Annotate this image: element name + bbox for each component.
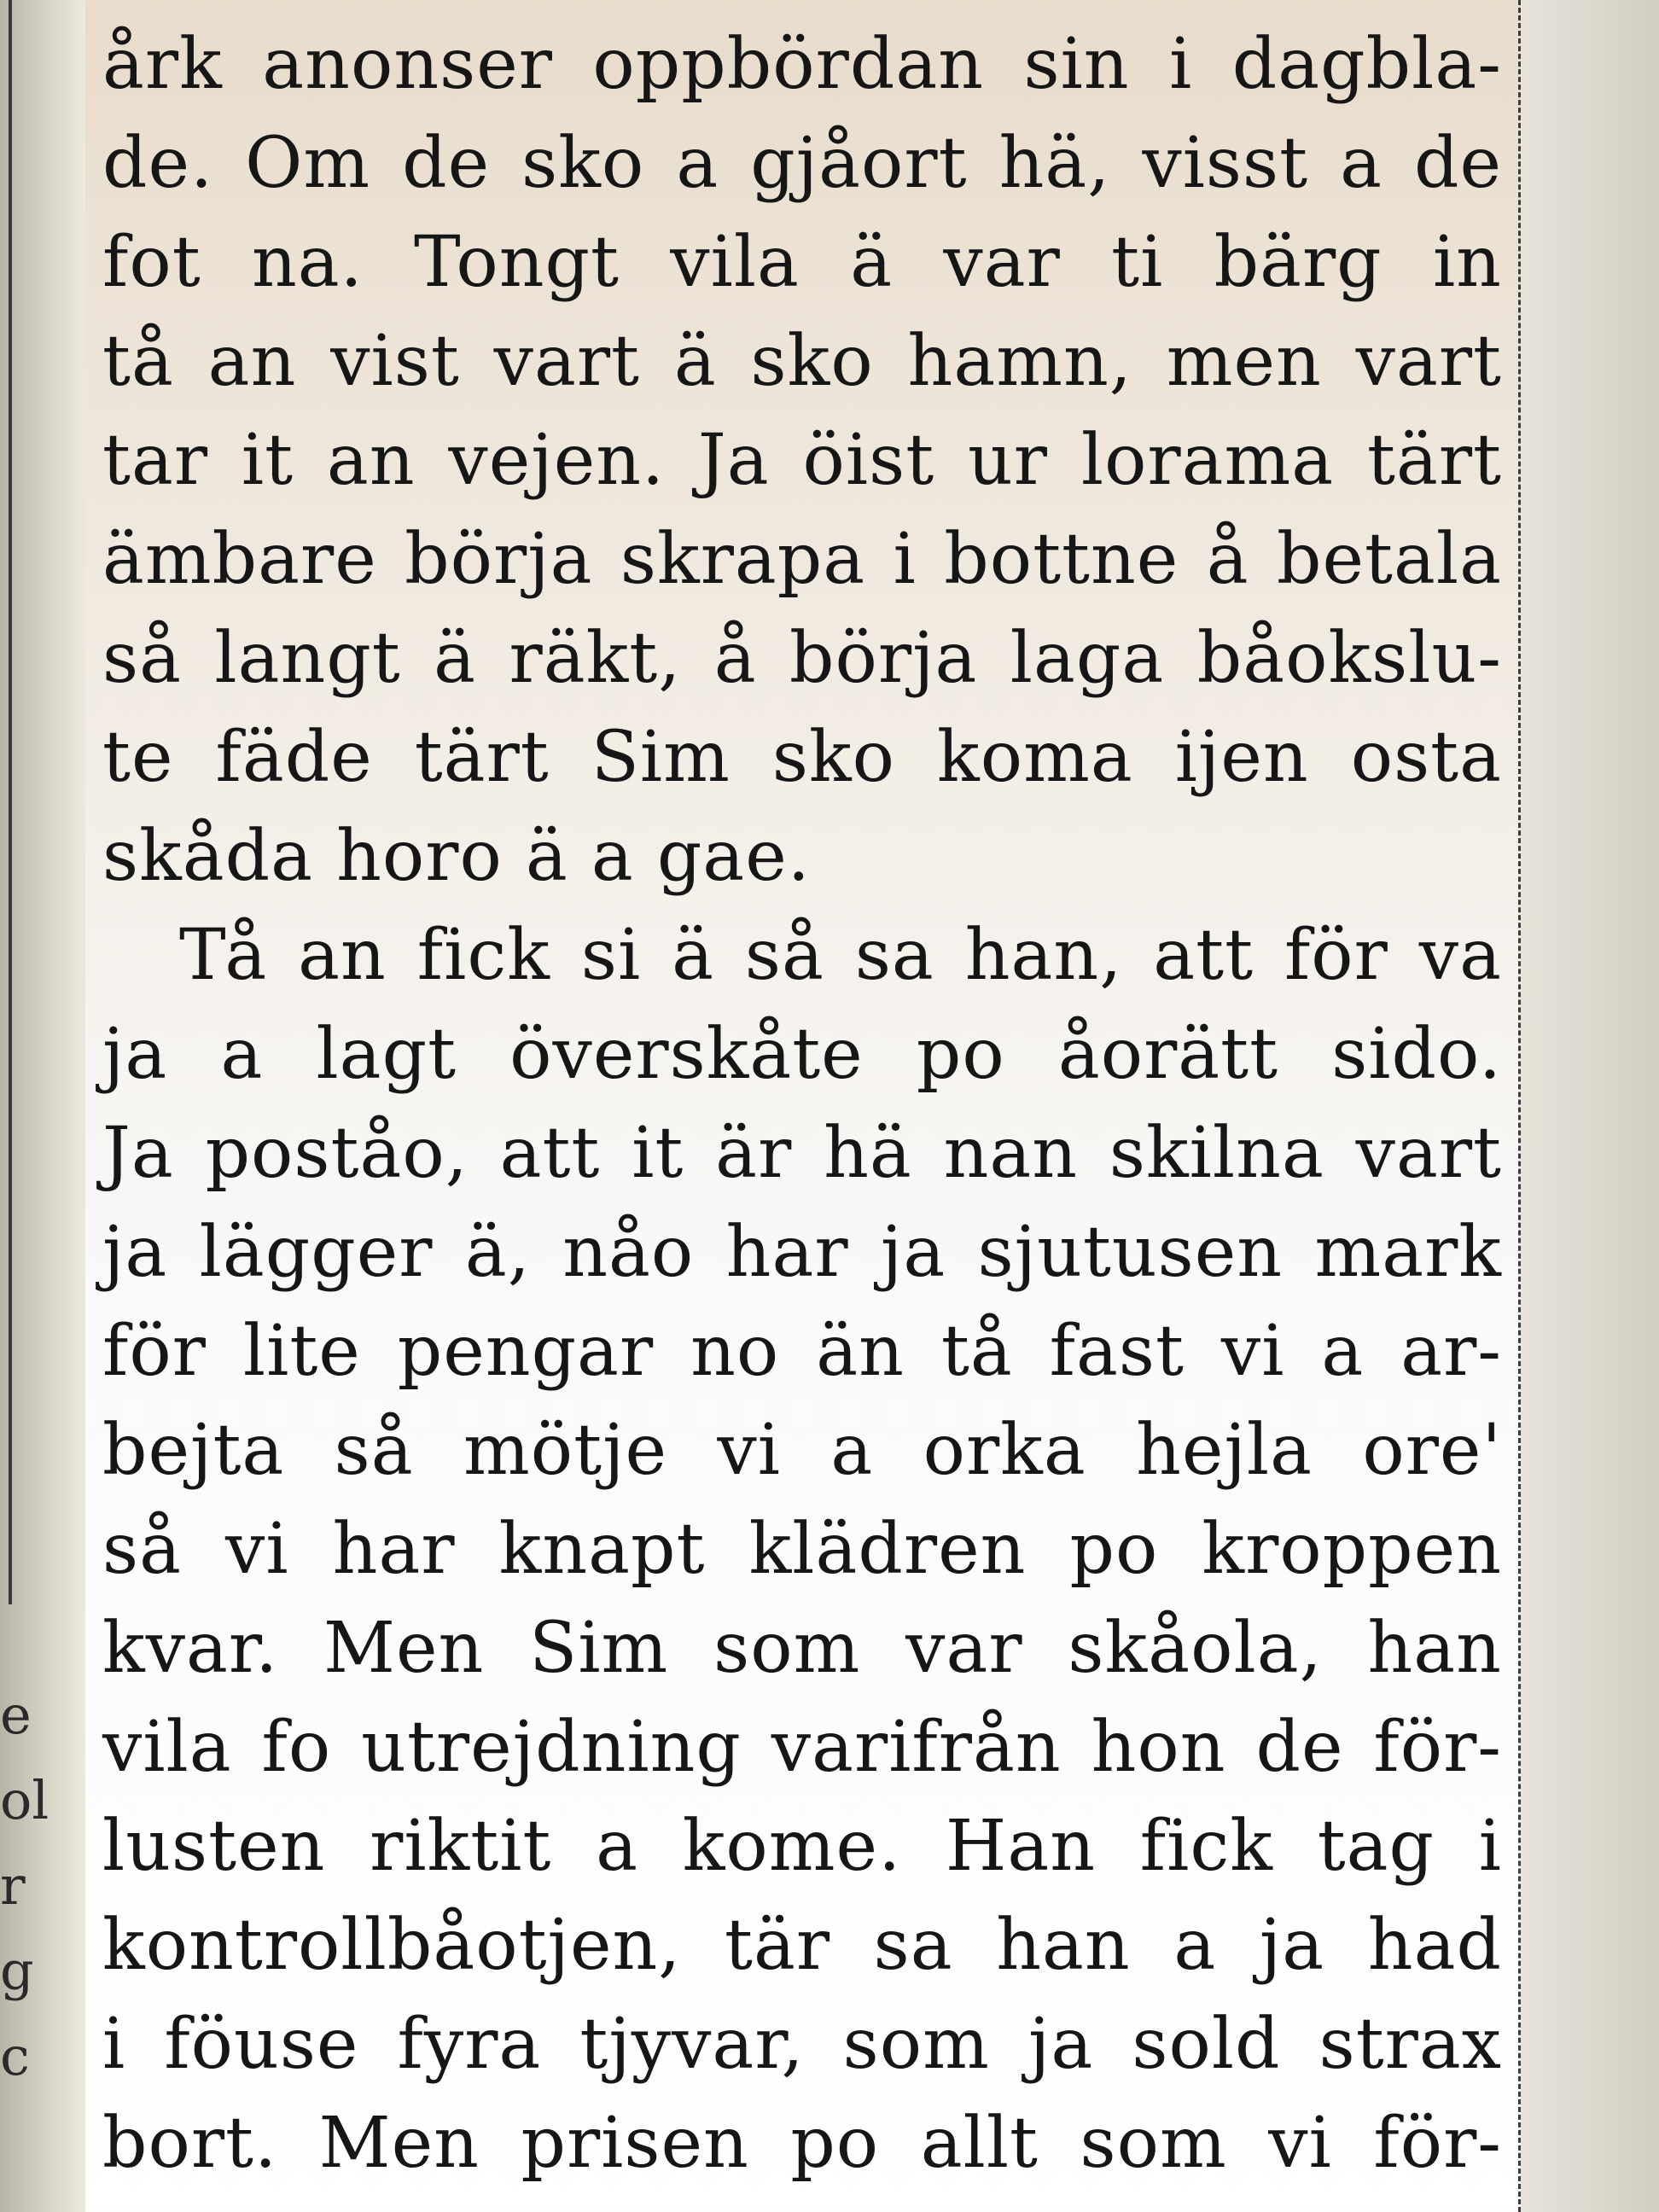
text-line: för lite pengar no än tå fast vi a ar-	[102, 1311, 1502, 1392]
text-line: så langt ä räkt, å börja laga båokslu-	[102, 618, 1502, 699]
text-line: ja a lagt överskåte po åorätt sido.	[102, 1014, 1502, 1095]
paragraph-start-line: Tå an fick si ä så sa han, att för va	[179, 915, 1502, 996]
text-line: så vi har knapt klädren po kroppen	[102, 1509, 1502, 1590]
margin-fragment: e	[0, 1684, 32, 1746]
text-line: te fäde tärt Sim sko koma ijen osta	[102, 717, 1502, 798]
text-line: kontrollbåotjen, tär sa han a ja had	[102, 1905, 1502, 1986]
text-line: tå an vist vart ä sko hamn, men vart	[102, 321, 1502, 402]
right-margin	[1521, 0, 1659, 2212]
text-line: de. Om de sko a gjåort hä, visst a de	[102, 123, 1502, 204]
text-line: Ja poståo, att it är hä nan skilna vart	[102, 1113, 1502, 1194]
text-line: kvar. Men Sim som var skåola, han	[102, 1608, 1502, 1689]
left-margin	[0, 0, 85, 2212]
text-line: vila fo utrejdning varifrån hon de för-	[102, 1707, 1502, 1788]
text-line: ja lägger ä, nåo har ja sjutusen mark	[102, 1212, 1502, 1293]
margin-fragment: r	[0, 1854, 26, 1917]
article-column	[102, 15, 1502, 2193]
text-line: bejta så mötje vi a orka hejla ore'	[102, 1410, 1502, 1491]
margin-fragment: ol	[0, 1769, 49, 1831]
paragraph-end-line: skåda horo ä a gae.	[102, 816, 811, 897]
text-line: tar it an vejen. Ja öist ur lorama tärt	[102, 420, 1502, 501]
column-rule	[9, 0, 12, 1604]
margin-fragment: g	[0, 1940, 34, 2002]
newspaper-clipping	[85, 0, 1521, 2212]
margin-fragment: c	[0, 2025, 30, 2087]
text-line: bort. Men prisen po allt som vi för-	[102, 2103, 1502, 2184]
text-line: lusten riktit a kome. Han fick tag i	[102, 1806, 1502, 1887]
left-column-fragments	[0, 1673, 51, 2099]
text-line: i föuse fyra tjyvar, som ja sold strax	[102, 2004, 1502, 2085]
text-line: ämbare börja skrapa i bottne å betala	[102, 519, 1502, 600]
text-line: fot na. Tongt vila ä var ti bärg in	[102, 222, 1502, 303]
text-line: årk anonser oppbördan sin i dagbla-	[102, 24, 1502, 105]
